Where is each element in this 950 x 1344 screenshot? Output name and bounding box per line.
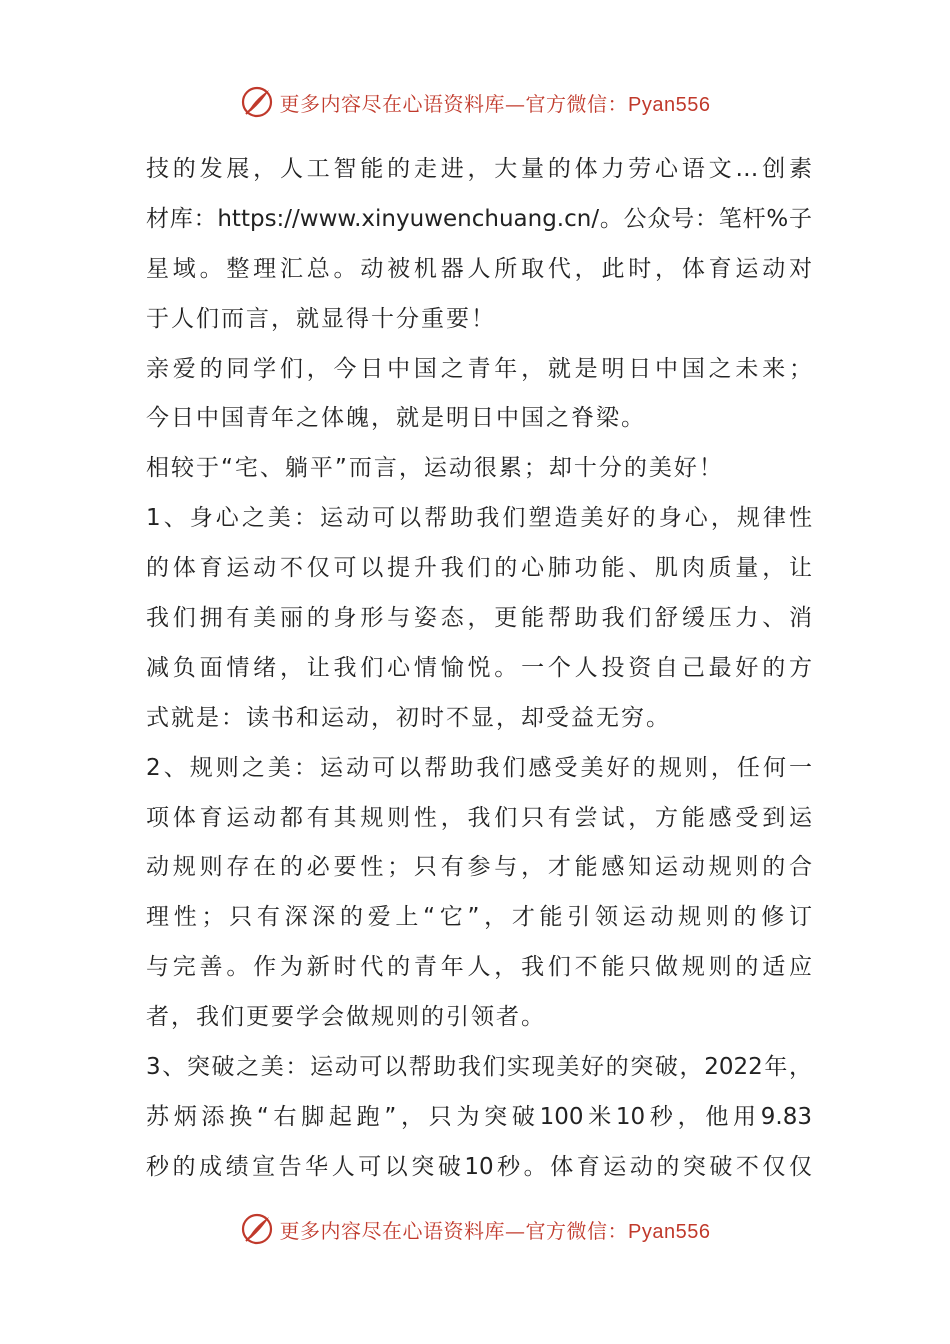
body-line: 动规则存在的必要性；只有参与，才能感知运动规则的合 (146, 854, 812, 881)
header-banner-text (280, 88, 711, 117)
body-line: 今日中国青年之体魄，就是明日中国之脊梁。 (146, 405, 646, 432)
body-line: 1、身心之美：运动可以帮助我们塑造美好的身心，规律性 (146, 505, 812, 532)
body-line: 者，我们更要学会做规则的引领者。 (146, 1004, 546, 1031)
body-line: 于人们而言，就显得十分重要！ (146, 305, 496, 332)
footer-wechat-id: Pyan556 (628, 1220, 711, 1243)
body-line: 我们拥有美丽的身形与姿态，更能帮助我们舒缓压力、消 (146, 605, 812, 632)
quill-pen-logo-icon (240, 85, 274, 119)
header-wechat-id: Pyan556 (628, 93, 711, 116)
body-line: 的体育运动不仅可以提升我们的心肺功能、肌肉质量，让 (146, 555, 812, 582)
body-line: 减负面情绪，让我们心情愉悦。一个人投资自己最好的方 (146, 654, 812, 681)
footer-banner-text (280, 1215, 711, 1244)
quill-pen-logo-icon (240, 1212, 274, 1246)
body-line: 理性；只有深深的爱上“它”，才能引领运动规则的修订 (146, 904, 812, 931)
body-line: 材库：https://www.xinyuwenchuang.cn/。公众号：笔杆%子 (146, 205, 812, 232)
body-line: 相较于“宅、躺平”而言，运动很累；却十分的美好！ (146, 455, 724, 482)
header-banner (0, 80, 950, 124)
document-body (146, 145, 812, 1193)
body-line: 式就是：读书和运动，初时不显，却受益无穷。 (146, 704, 671, 731)
body-line: 与完善。作为新时代的青年人，我们不能只做规则的适应 (146, 954, 812, 981)
body-line: 技的发展，人工智能的走进，大量的体力劳心语文…创素 (146, 156, 812, 182)
body-line: 项体育运动都有其规则性，我们只有尝试，方能感受到运 (146, 804, 812, 831)
body-line: 苏炳添换“右脚起跑”，只为突破100米10秒，他用9.83 (146, 1103, 812, 1130)
body-line: 3、突破之美：运动可以帮助我们实现美好的突破，2022年， (146, 1054, 812, 1081)
header-banner-label: 更多内容尽在心语资料库—官方微信： (279, 91, 629, 116)
body-line: 星域。整理汇总。动被机器人所取代，此时，体育运动对 (146, 255, 812, 282)
footer-banner (0, 1207, 950, 1251)
body-line: 2、规则之美：运动可以帮助我们感受美好的规则，任何一 (146, 754, 812, 781)
body-line: 亲爱的同学们，今日中国之青年，就是明日中国之未来； (146, 355, 812, 382)
body-line: 秒的成绩宣告华人可以突破10秒。体育运动的突破不仅仅 (146, 1153, 812, 1180)
footer-banner-label: 更多内容尽在心语资料库—官方微信： (279, 1218, 629, 1243)
